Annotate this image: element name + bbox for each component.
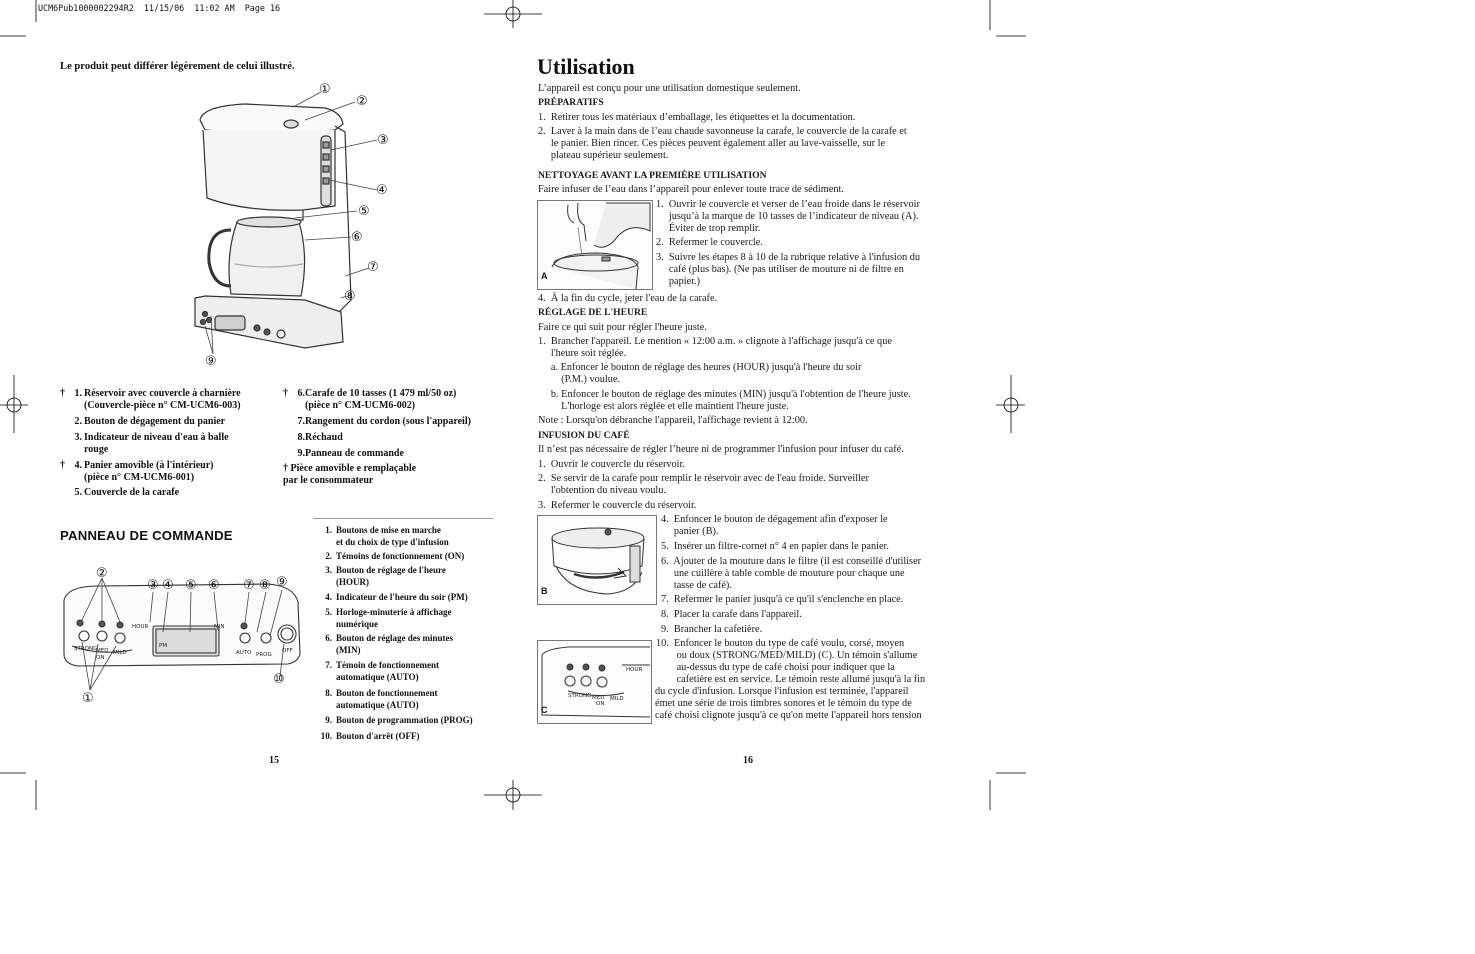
clock-line-6: b. Enfoncer le bouton de réglage des minutes (MIN) jusqu'à l'obtention de l'heure juste. [538,389,911,400]
callout-6: ⑥ [351,230,363,245]
panel-prog-label: PROG [256,652,272,658]
figure-c-on: ON [596,701,605,707]
brew-tail-1: du cycle d'infusion. Lorsque l'infusion est terminée, l'appareil [655,686,909,697]
callout-2: ② [356,94,368,109]
page-title: Utilisation [537,54,635,79]
brew-b-2: panier (B). [661,526,719,537]
brew-c-4: cafetière est en service. Le témoin reste allumé jusqu'à la fin [656,674,926,685]
brew-b-5: une cuillère à table comble de mouture pour chaque une [661,568,905,579]
panel-callout-9: ⑨ [276,575,288,590]
panel-callout-5: ⑤ [185,578,197,593]
brew-b-3: 5. Insérer un filtre-cornet n° 4 en papier dans le panier. [661,541,889,552]
coffee-maker-illustration [185,80,400,370]
callout-3: ③ [377,133,389,148]
figure-c-drawing [538,641,651,723]
panel-on-label: ON [96,655,105,661]
prep-line-4: plateau supérieur seulement. [538,150,669,161]
brew-b-1: 4. Enfoncer le bouton de dégagement afin d'exposer le [661,514,888,525]
panel-callout-6: ⑥ [208,578,220,593]
print-slug: UCM6Pub1000002294R2 11/15/06 11:02 AM Page 16 [38,3,281,13]
figure-c-hour: HOUR [626,667,643,673]
brew-c-2: ou doux (STRONG/MED/MILD) (C). Un témoin s'allume [656,650,918,661]
cleaning-step-3a: 3. Suivre les étapes 8 à 10 de la rubrique relative à l'infusion du [656,252,921,263]
cleaning-step-3c: papier.) [656,276,701,287]
callout-1: ① [319,82,331,97]
clock-line-7: L'horloge est alors réglée et elle maintient l'heure juste. [538,401,789,412]
figure-b [537,515,657,605]
cleaning-step-1a: 1. Ouvrir le couvercle et verser de l’eau froide dans le réservoir [656,199,920,210]
panel-hour-label: HOUR [132,624,149,630]
clock-line-3: l'heure soit réglée. [538,348,627,359]
prep-line-3: le panier. Bien rincer. Ces pièces peuvent également aller au lave-vaisselle, sur le [538,138,886,149]
cleaning-step-1b: jusqu’à la marque de 10 tasses de l’indicateur de niveau (A). [656,211,919,222]
callout-7: ⑦ [367,260,379,275]
clock-line-5: (P.M.) voulue. [538,374,621,385]
figure-c-med: MED [592,695,605,701]
panel-callout-4: ④ [162,578,174,593]
brew-line-3: 2. Se servir de la carafe pour remplir le réservoir avec de l'eau froide. Surveiller [538,473,869,484]
page-number-left: 15 [269,755,279,766]
cleaning-intro: Faire infuser de l’eau dans l’appareil pour enlever toute trace de sédiment. [538,184,844,195]
cleaning-step-2: 2. Refermer le couvercle. [656,237,763,248]
brew-line-4: l'obtention du niveau voulu. [538,485,666,496]
brew-c-1: 10. Enfoncer le bouton du type de café voulu, corsé, moyen [656,638,905,649]
prep-line-2: 2. Laver à la main dans de l’eau chaude savonneuse la carafe, le couvercle de la carafe et [538,126,907,137]
callout-9: ⑨ [205,354,217,369]
intro-text: L’appareil est conçu pour une utilisation domestique seulement. [538,83,801,94]
brew-tail-2: émet une série de trois timbres sonores et le témoin du type de [655,698,912,709]
panel-med-label: MED [96,648,109,654]
panel-strong-label: STRONG [74,646,98,652]
clock-line-1: Faire ce qui suit pour régler l'heure juste. [538,322,707,333]
brew-line-5: 3. Refermer le couvercle du réservoir. [538,500,697,511]
cleaning-step-1c: Éviter de trop remplir. [656,223,761,234]
figure-b-label: B [541,586,548,596]
parts-list: † 1. Réservoir avec couvercle à charnière (Couvercle-pièce n° CM-UCM6-003) 2. Bouton de dégagement du panier 3. Indicateur de niveau d'eau à balle rouge † 4. Panier amovible (à l'intérieur) (pièce n° CM-UCM6-001) 5. Couvercle de la carafe † 6. Carafe de 10 tasses (1 479 ml/50 oz) (pièce n° CM-UCM6-002) 7. Rangement du cordon (sous l'appareil) 8. Réchaud 9. Panneau de commande † Pièce amovible e remplaçable par le consommateur [60,388,471,498]
brew-line-2: 1. Ouvrir le couvercle du réservoir. [538,459,685,470]
panel-mild-label: MILD [113,650,127,656]
brew-b-9: 9. Brancher la cafetière. [661,624,763,635]
figure-a [537,200,653,290]
brew-heading: INFUSION DU CAFÉ [538,430,630,441]
panel-callout-10: ⑩ [273,672,285,687]
panel-heading: PANNEAU DE COMMANDE [60,528,233,543]
clock-note: Note : Lorsqu'on débranche l'appareil, l'affichage revient à 12:00. [538,415,808,426]
figure-a-drawing [538,201,652,289]
prep-line-1: 1. Retirer tous les matériaux d’emballage, les étiquettes et la documentation. [538,112,856,123]
clock-line-2: 1. Brancher l'appareil. Le mention « 12:00 a.m. » clignote à l'affichage jusqu'à ce que [538,336,892,347]
brew-c-3: au-dessus du type de café choisi pour indiquer que la [656,662,895,673]
brew-tail-3: café choisi clignote jusqu'à ce qu'on mette l'appareil hors tension [655,710,922,721]
clock-line-4: a. Enfoncer le bouton de réglage des heures (HOUR) jusqu'à l'heure du soir [538,362,862,373]
page-number-right: 16 [743,755,753,766]
panel-min-label: MIN [214,624,225,630]
figure-c-mild: MILD [610,696,624,702]
prep-heading: PRÉPARATIFS [538,97,604,108]
cleaning-step-3b: café (plus bas). (Ne pas utiliser de mouture ni de filtre en [656,264,904,275]
section-divider [313,518,493,519]
panel-callout-8: ⑧ [259,578,271,593]
figure-c-label: C [541,705,548,715]
figure-a-label: A [541,271,548,281]
brew-b-4: 6. Ajouter de la mouture dans le filtre (il est conseillé d'utiliser [661,556,922,567]
panel-pm-label: PM [159,643,168,649]
panel-callout-1: ① [82,691,94,706]
clock-heading: RÉGLAGE DE L'HEURE [538,307,648,318]
brew-b-6: tasse de café). [661,580,732,591]
figure-c [537,640,652,724]
panel-callout-3: ③ [147,578,159,593]
brew-b-7: 7. Refermer le panier jusqu'à ce qu'il s'enclenche en place. [661,594,904,605]
disclaimer: Le produit peut différer légèrement de celui illustré. [60,61,295,72]
panel-auto-label: AUTO [236,650,252,656]
figure-c-strong: STRONG [568,693,592,699]
callout-8: ⑧ [344,289,356,304]
callout-5: ⑤ [358,204,370,219]
cleaning-heading: NETTOYAGE AVANT LA PREMIÈRE UTILISATION [538,170,767,181]
figure-b-drawing [538,516,656,604]
callout-4: ④ [376,183,388,198]
brew-b-8: 8. Placer la carafe dans l'appareil. [661,609,802,620]
cleaning-step-4: 4. À la fin du cycle, jeter l'eau de la carafe. [538,293,718,304]
panel-callout-7: ⑦ [243,578,255,593]
panel-callout-2: ② [96,566,108,581]
brew-line-1: Il n’est pas nécessaire de régler l’heure ni de programmer l'infusion pour infuser du café. [538,444,904,455]
panel-off-label: OFF [282,648,293,654]
panel-items-list: 1. Boutons de mise en marche et du choix de type d'infusion 2. Témoins de fonctionnement (ON) 3. Bouton de réglage de l'heure (HOUR) 4. Indicateur de l'heure du soir (PM) 5. Horloge-minuterie à affichage numérique 6. Bouton de réglage des minutes (MIN) 7. Témoin de fonctionnement automatique (AUTO) 8. Bouton de fonctionnement automatique (AUTO) 9. Bouton de programmation (PROG) 10. Bouton d'arrêt (OFF) [320,525,473,741]
